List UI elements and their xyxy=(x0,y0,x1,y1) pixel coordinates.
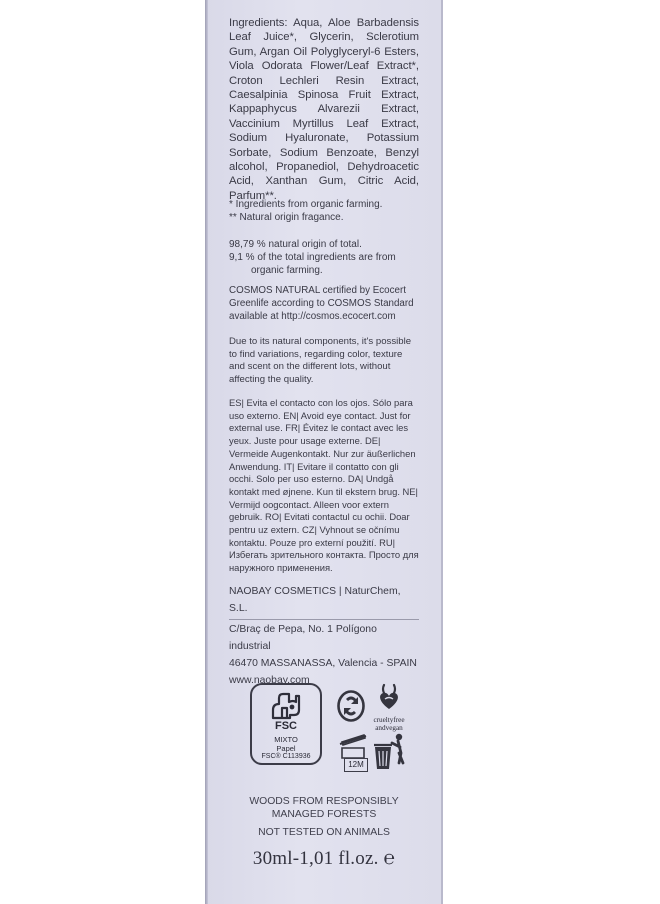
fsc-logo xyxy=(250,683,322,765)
organic-percentage-cont: organic farming. xyxy=(251,265,323,276)
trash-bin-icon xyxy=(372,733,410,773)
volume-label: 30ml-1,01 fl.oz. ℮ xyxy=(252,848,396,869)
natural-origin-total: 98,79 % natural origin of total. xyxy=(229,239,362,250)
organic-percentage: 9,1 % of the total ingredients are from xyxy=(229,252,396,263)
fsc-mixto: MIXTO xyxy=(274,735,298,744)
company-address-1: C/Braç de Pepa, No. 1 Polígono industrial xyxy=(229,624,377,652)
woods-line-2: MANAGED FORESTS xyxy=(271,809,377,820)
cruelty-free-vegan-logo xyxy=(367,683,411,732)
panel-right-edge xyxy=(441,0,443,904)
organic-note: * Ingredients from organic farming. xyxy=(229,199,383,210)
fsc-label: FSC xyxy=(275,720,297,732)
ingredient-notes xyxy=(229,198,419,224)
panel-left-edge xyxy=(205,0,208,904)
recycle-icon xyxy=(337,690,365,722)
company-website: www.naobay.com xyxy=(229,675,310,686)
fsc-subtitle xyxy=(252,735,320,753)
natural-origin xyxy=(229,238,419,277)
fsc-code: FSC® C113936 xyxy=(261,753,311,760)
variations-notice: Due to its natural components, it's possible to find variations, regarding color, texture and scent on the different lots, without affecting the quality. xyxy=(229,336,412,385)
ingredients-list: Ingredients: Aqua, Aloe Barbadensis Leaf Juice*, Glycerin, Sclerotium Gum, Argan Oil Polyglyceryl-6 Esters, Viola Odorata Flower/Leaf Extract*, Croton Lechleri Resin Extract, Caesalpinia Spinosa Fruit Extract, Kappaphycus Alvarezii Extract, Vaccinium Myrtillus Leaf Extract, Sodium Hyaluronate, Potassium Sorbate, Sodium Benzoate, Benzyl alcohol, Propanediol, Dehydroacetic Acid, Xanthan Gum, Citric Acid, Parfum**. xyxy=(229,17,419,202)
cruelty-free-icon xyxy=(375,683,403,711)
fragrance-note: ** Natural origin fragance. xyxy=(229,212,344,223)
multilingual-warnings: ES| Evita el contacto con los ojos. Sólo para uso externo. EN| Avoid eye contact. Just for external use. FR| Évitez le contact avec les yeux. Juste pour usage externe. DE| Vermeide Augenkontakt. Nur zur äußerlichen Anwendung. IT| Evitare il contatto con gli occhi. Solo per uso esterno. DA| Undgå kontakt med øjnene. Kun til ekstern brug. NE| Vermijd oogcontact. Alleen voor extern gebruik. RO| Evitati contactul cu ochii. Doar pentru uz extern. CZ| Vyhnout se očnímu kontaktu. Pouze pro externí použití. RU| Избегать зрительного контакта. Просто для наружного применения. xyxy=(229,397,419,574)
company-divider xyxy=(229,619,419,620)
and-vegan-text: andvegan xyxy=(375,724,403,732)
open-jar-icon xyxy=(334,732,372,760)
fsc-papel: Papel xyxy=(276,744,296,753)
company-name: NAOBAY COSMETICS | NaturChem, S.L. xyxy=(229,586,401,614)
not-tested-text: NOT TESTED ON ANIMALS xyxy=(258,827,390,838)
cosmos-certification: COSMOS NATURAL certified by Ecocert Greenlife according to COSMOS Standard available at http://cosmos.ecocert.com xyxy=(229,285,414,322)
responsible-forests-text xyxy=(229,795,419,821)
fsc-tree-icon xyxy=(269,690,303,720)
woods-line-1: WOODS FROM RESPONSIBLY xyxy=(249,796,399,807)
company-address-2: 46470 MASSANASSA, Valencia - SPAIN xyxy=(229,658,417,669)
company-info xyxy=(229,583,419,689)
cruelty-free-text: crueltyfree xyxy=(373,716,405,724)
pao-label: 12M xyxy=(344,758,368,772)
